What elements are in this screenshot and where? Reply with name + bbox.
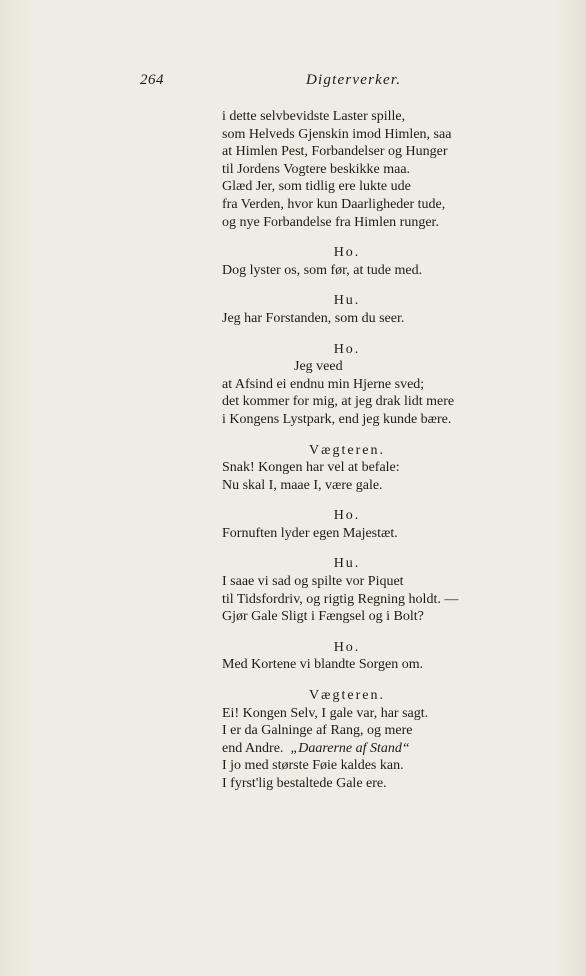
poem-text [222,108,522,793]
speaker-name: Ho. [333,245,361,261]
speaker-name: Ho. [333,639,361,655]
verse-line: som Helveds Gjenskin imod Himlen, saa [222,126,452,142]
verse-line: I er da Galninge af Rang, og mere [222,723,413,739]
verse-line: Nu skal I, maae I, være gale. [222,477,383,493]
verse-line: Med Kortene vi blandte Sorgen om. [222,657,424,673]
speaker-name: Hu. [333,293,361,309]
verse-line: i Kongens Lystpark, end jeg kunde bære. [222,411,452,427]
verse-line: fra Verden, hvor kun Daarligheder tude, [222,196,446,212]
speaker-name: Ho. [333,508,361,524]
speaker-name: Vægteren. [309,442,385,458]
verse-line: at Himlen Pest, Forbandelser og Hunger [222,144,448,160]
verse-text: end Andre. [222,740,284,756]
verse-line: til Tidsfordriv, og rigtig Regning holdt. — [222,591,459,607]
verse-line: Gjør Gale Sligt i Fængsel og i Bolt? [222,609,424,625]
verse-line: Ei! Kongen Selv, I gale var, har sagt. [222,705,429,721]
verse-line: I fyrst'lig bestaltede Gale ere. [222,776,387,791]
quoted-title: „Daarerne af Stand“ [290,740,410,756]
speaker-name: Ho. [333,341,361,357]
verse-line: I saae vi sad og spilte vor Piquet [222,574,404,590]
verse-line: det kommer for mig, at jeg drak lidt mere [222,394,455,410]
verse-line: at Afsind ei endnu min Hjerne sved; [222,376,425,392]
verse-line: Fornuften lyder egen Majestæt. [222,525,398,541]
verse-line: i dette selvbevidste Laster spille, [222,109,406,124]
running-title: Digterverker. [306,72,402,88]
speaker-name: Hu. [333,556,361,572]
verse-line: Glæd Jer, som tidlig ere lukte ude [222,179,411,195]
verse-line: til Jordens Vogtere beskikke maa. [222,161,411,177]
verse-line: Jeg veed [294,359,343,375]
verse-line: I jo med største Føie kaldes kan. [222,758,404,774]
verse-line: Snak! Kongen har vel at befale: [222,460,400,476]
verse-line: og nye Forbandelse fra Himlen runger. [222,214,439,230]
verse-line: Dog lyster os, som før, at tude med. [222,262,423,278]
verse-line [222,740,522,758]
page-number: 264 [140,72,164,88]
speaker-name: Vægteren. [309,688,385,704]
verse-line: Jeg har Forstanden, som du seer. [222,310,405,326]
